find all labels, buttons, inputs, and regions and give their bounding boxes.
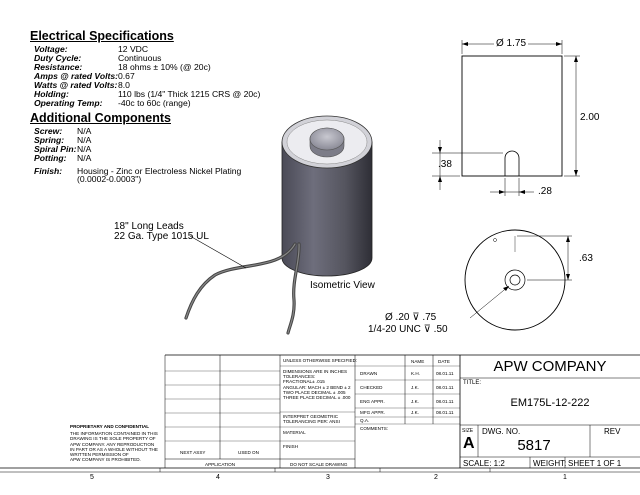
spec-value: -40c to 60c (range) (118, 98, 191, 108)
spec-label: Holding: (34, 89, 69, 99)
interpret-notes (283, 414, 340, 424)
approval-label: ENG APPR. (360, 399, 385, 404)
component-value: N/A (77, 135, 92, 145)
spec-label: Amps @ rated Volts: (34, 71, 118, 81)
approval-date: 08.01.11 (436, 385, 454, 390)
proprietary-line: APW COMPANY IS PROHIBITED. (70, 457, 141, 463)
approval-label: MFG APPR. (360, 410, 386, 415)
part-number: EM175L-12-222 (510, 397, 590, 409)
used-on-label: USED ON (238, 450, 259, 455)
approval-name: J.K. (411, 399, 419, 404)
height-dim-text: 2.00 (580, 112, 600, 123)
electrical-spec-heading: Electrical Specifications (30, 29, 174, 43)
leads-label (114, 222, 209, 242)
date-column-header: DATE (438, 359, 450, 364)
size-label: SIZE (462, 428, 474, 434)
tolerance-line: ANGULAR: MACH ± 2 BEND ± 2 (283, 384, 351, 390)
additional-components-heading: Additional Components (30, 111, 171, 125)
isometric-view-label: Isometric View (310, 280, 375, 291)
component-value: N/A (77, 153, 92, 163)
bottom-view-hole-inner (510, 275, 520, 285)
drawing-number-label: DWG. NO. (482, 427, 521, 436)
spec-label: Resistance: (34, 62, 83, 72)
spec-value: 8.0 (118, 80, 130, 90)
spec-value: 110 lbs (1/4" Thick 1215 CRS @ 20c) (118, 89, 261, 99)
interpret-line: TOLERANCING PER: ANSI (283, 419, 340, 425)
approval-label: DRAWN (360, 371, 378, 376)
spec-label: Operating Temp: (34, 98, 103, 108)
company-name: APW COMPANY (493, 358, 607, 375)
spec-value: Continuous (118, 53, 162, 63)
spec-label: Watts @ rated Volts: (34, 80, 118, 90)
spec-value: 18 ohms ± 10% (@ 20c) (118, 62, 211, 72)
proprietary-title: PROPRIETARY AND CONFIDENTIAL (70, 424, 150, 429)
lead-wire-1 (186, 244, 295, 318)
bore-width-dim-text: .28 (538, 186, 552, 197)
comments-label: COMMENTS: (360, 426, 389, 431)
spec-value: 0.67 (118, 71, 135, 81)
sheet-label: SHEET 1 OF 1 (568, 459, 622, 468)
tolerance-line: THREE PLACE DECIMAL ± .000 (283, 395, 351, 401)
proprietary-line: APW COMPANY. ANY REPRODUCTION (70, 441, 155, 447)
drawing-number: 5817 (517, 437, 551, 454)
tolerance-line: DIMENSIONS ARE IN INCHES (283, 369, 348, 374)
component-label: Spring: (34, 135, 65, 145)
proprietary-line: DRAWING IS THE SOLE PROPERTY OF (70, 436, 156, 442)
component-label: Spiral Pin: (34, 144, 77, 154)
component-label: Screw: (34, 126, 63, 136)
sheet-size: A (463, 435, 475, 452)
tolerance-line: TOLERANCES: (283, 374, 316, 380)
finish-label: Finish: (34, 166, 63, 176)
next-assy-label: NEXT ASSY (180, 450, 206, 455)
hole-callout-leader (470, 286, 509, 318)
scale-label: SCALE: 1:2 (463, 459, 505, 468)
component-value: N/A (77, 144, 92, 154)
proprietary-line: THE INFORMATION CONTAINED IN THIS (70, 431, 158, 437)
approval-name: J.K. (411, 410, 419, 415)
spec-value: 12 VDC (118, 44, 149, 54)
zone-marker: 3 (326, 474, 330, 481)
hole-callout-line-2: 1/4-20 UNC ⊽ .50 (368, 324, 448, 335)
proprietary-line: WRITTEN PERMISSION OF (70, 452, 129, 458)
material-label: MATERIAL (283, 430, 306, 435)
bottom-view-mark (494, 239, 497, 242)
spec-label: Duty Cycle: (34, 53, 82, 63)
approval-date: 08.01.11 (436, 410, 454, 415)
diameter-dim-text: Ø 1.75 (496, 38, 527, 49)
approval-label: Q.A. (360, 418, 370, 423)
tolerance-line: TWO PLACE DECIMAL ± .005 (283, 389, 346, 395)
leads-line-2: 22 Ga. Type 1015 UL (114, 231, 209, 242)
zone-marker: 4 (216, 474, 220, 481)
component-value: N/A (77, 126, 92, 136)
approval-name: K.H. (411, 371, 420, 376)
front-view-bore (505, 151, 519, 176)
zone-marker: 2 (434, 474, 438, 481)
approval-date: 08.01.11 (436, 371, 454, 376)
finish-line-2: (0.0002-0.0003") (77, 174, 142, 184)
interpret-line: INTERPRET GEOMETRIC (283, 414, 339, 419)
zone-marker: 5 (90, 474, 94, 481)
proprietary-notice (70, 424, 165, 462)
bore-height-dim-text: .38 (438, 159, 452, 170)
application-label: APPLICATION (205, 462, 236, 467)
weight-label: WEIGHT: (533, 459, 567, 468)
front-view-outline (462, 56, 562, 176)
hole-offset-dim-text: .63 (579, 253, 593, 264)
revision-label: REV (604, 427, 621, 436)
unless-specified-label: UNLESS OTHERWISE SPECIFIED: (283, 358, 358, 363)
title-label: TITLE: (463, 380, 482, 386)
leads-line-1: 18" Long Leads (114, 221, 184, 232)
zone-marker: 1 (563, 474, 567, 481)
approval-name: J.K. (411, 385, 419, 390)
approval-date: 08.01.11 (436, 399, 454, 404)
spec-label: Voltage: (34, 44, 68, 54)
tolerance-notes (283, 369, 351, 400)
proprietary-line: IN PART OR AS A WHOLE WITHOUT THE (70, 446, 158, 452)
component-label: Potting: (34, 153, 67, 163)
hole-callout-line-1: Ø .20 ⊽ .75 (385, 312, 437, 323)
name-column-header: NAME (411, 359, 425, 364)
finish-field-label: FINISH (283, 444, 299, 449)
approval-label: CHECKED (360, 385, 383, 390)
finish-line-1: Housing - Zinc or Electroless Nickel Plating (77, 166, 242, 176)
tolerance-line: FRACTIONAL± .015 (283, 379, 325, 385)
do-not-scale-label: DO NOT SCALE DRAWING (290, 462, 348, 467)
